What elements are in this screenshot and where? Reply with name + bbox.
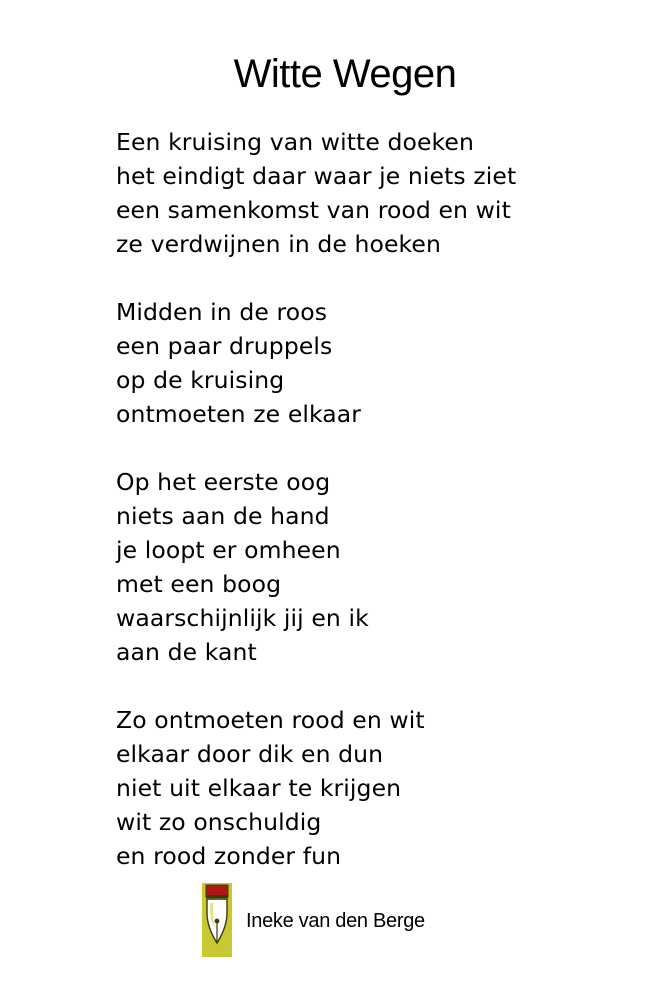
poem-line: met een boog <box>116 570 282 598</box>
poem-line: Op het eerste oog <box>116 468 331 496</box>
poem-line: en rood zonder fun <box>116 842 342 870</box>
stanza-3 <box>116 465 636 669</box>
poem-line: een paar druppels <box>116 332 333 360</box>
author-name: Ineke van den Berge <box>246 910 425 932</box>
poem-line: aan de kant <box>116 638 257 666</box>
poem-line: op de kruising <box>116 366 285 394</box>
poem-line: een samenkomst van rood en wit <box>116 196 511 224</box>
fountain-pen-nib-icon <box>202 883 232 957</box>
poem-line: Midden in de roos <box>116 298 328 326</box>
signature <box>202 883 425 957</box>
poem-line: je loopt er omheen <box>116 536 341 564</box>
poem-line: Zo ontmoeten rood en wit <box>116 706 425 734</box>
stanza-2 <box>116 295 636 431</box>
poem-line: niet uit elkaar te krijgen <box>116 774 402 802</box>
poem-line: waarschijnlijk jij en ik <box>116 604 369 632</box>
poem-line: wit zo onschuldig <box>116 808 322 836</box>
poem-line: ze verdwijnen in de hoeken <box>116 230 441 258</box>
poem-line: niets aan de hand <box>116 502 330 530</box>
poem-line: het eindigt daar waar je niets ziet <box>116 162 517 190</box>
poem-line: ontmoeten ze elkaar <box>116 400 362 428</box>
poem-line: Een kruising van witte doeken <box>116 128 474 156</box>
poem-title: Witte Wegen <box>233 52 457 96</box>
stanza-1 <box>116 125 636 261</box>
poem-line: elkaar door dik en dun <box>116 740 384 768</box>
stanza-4 <box>116 703 636 873</box>
poem-body <box>116 125 636 907</box>
